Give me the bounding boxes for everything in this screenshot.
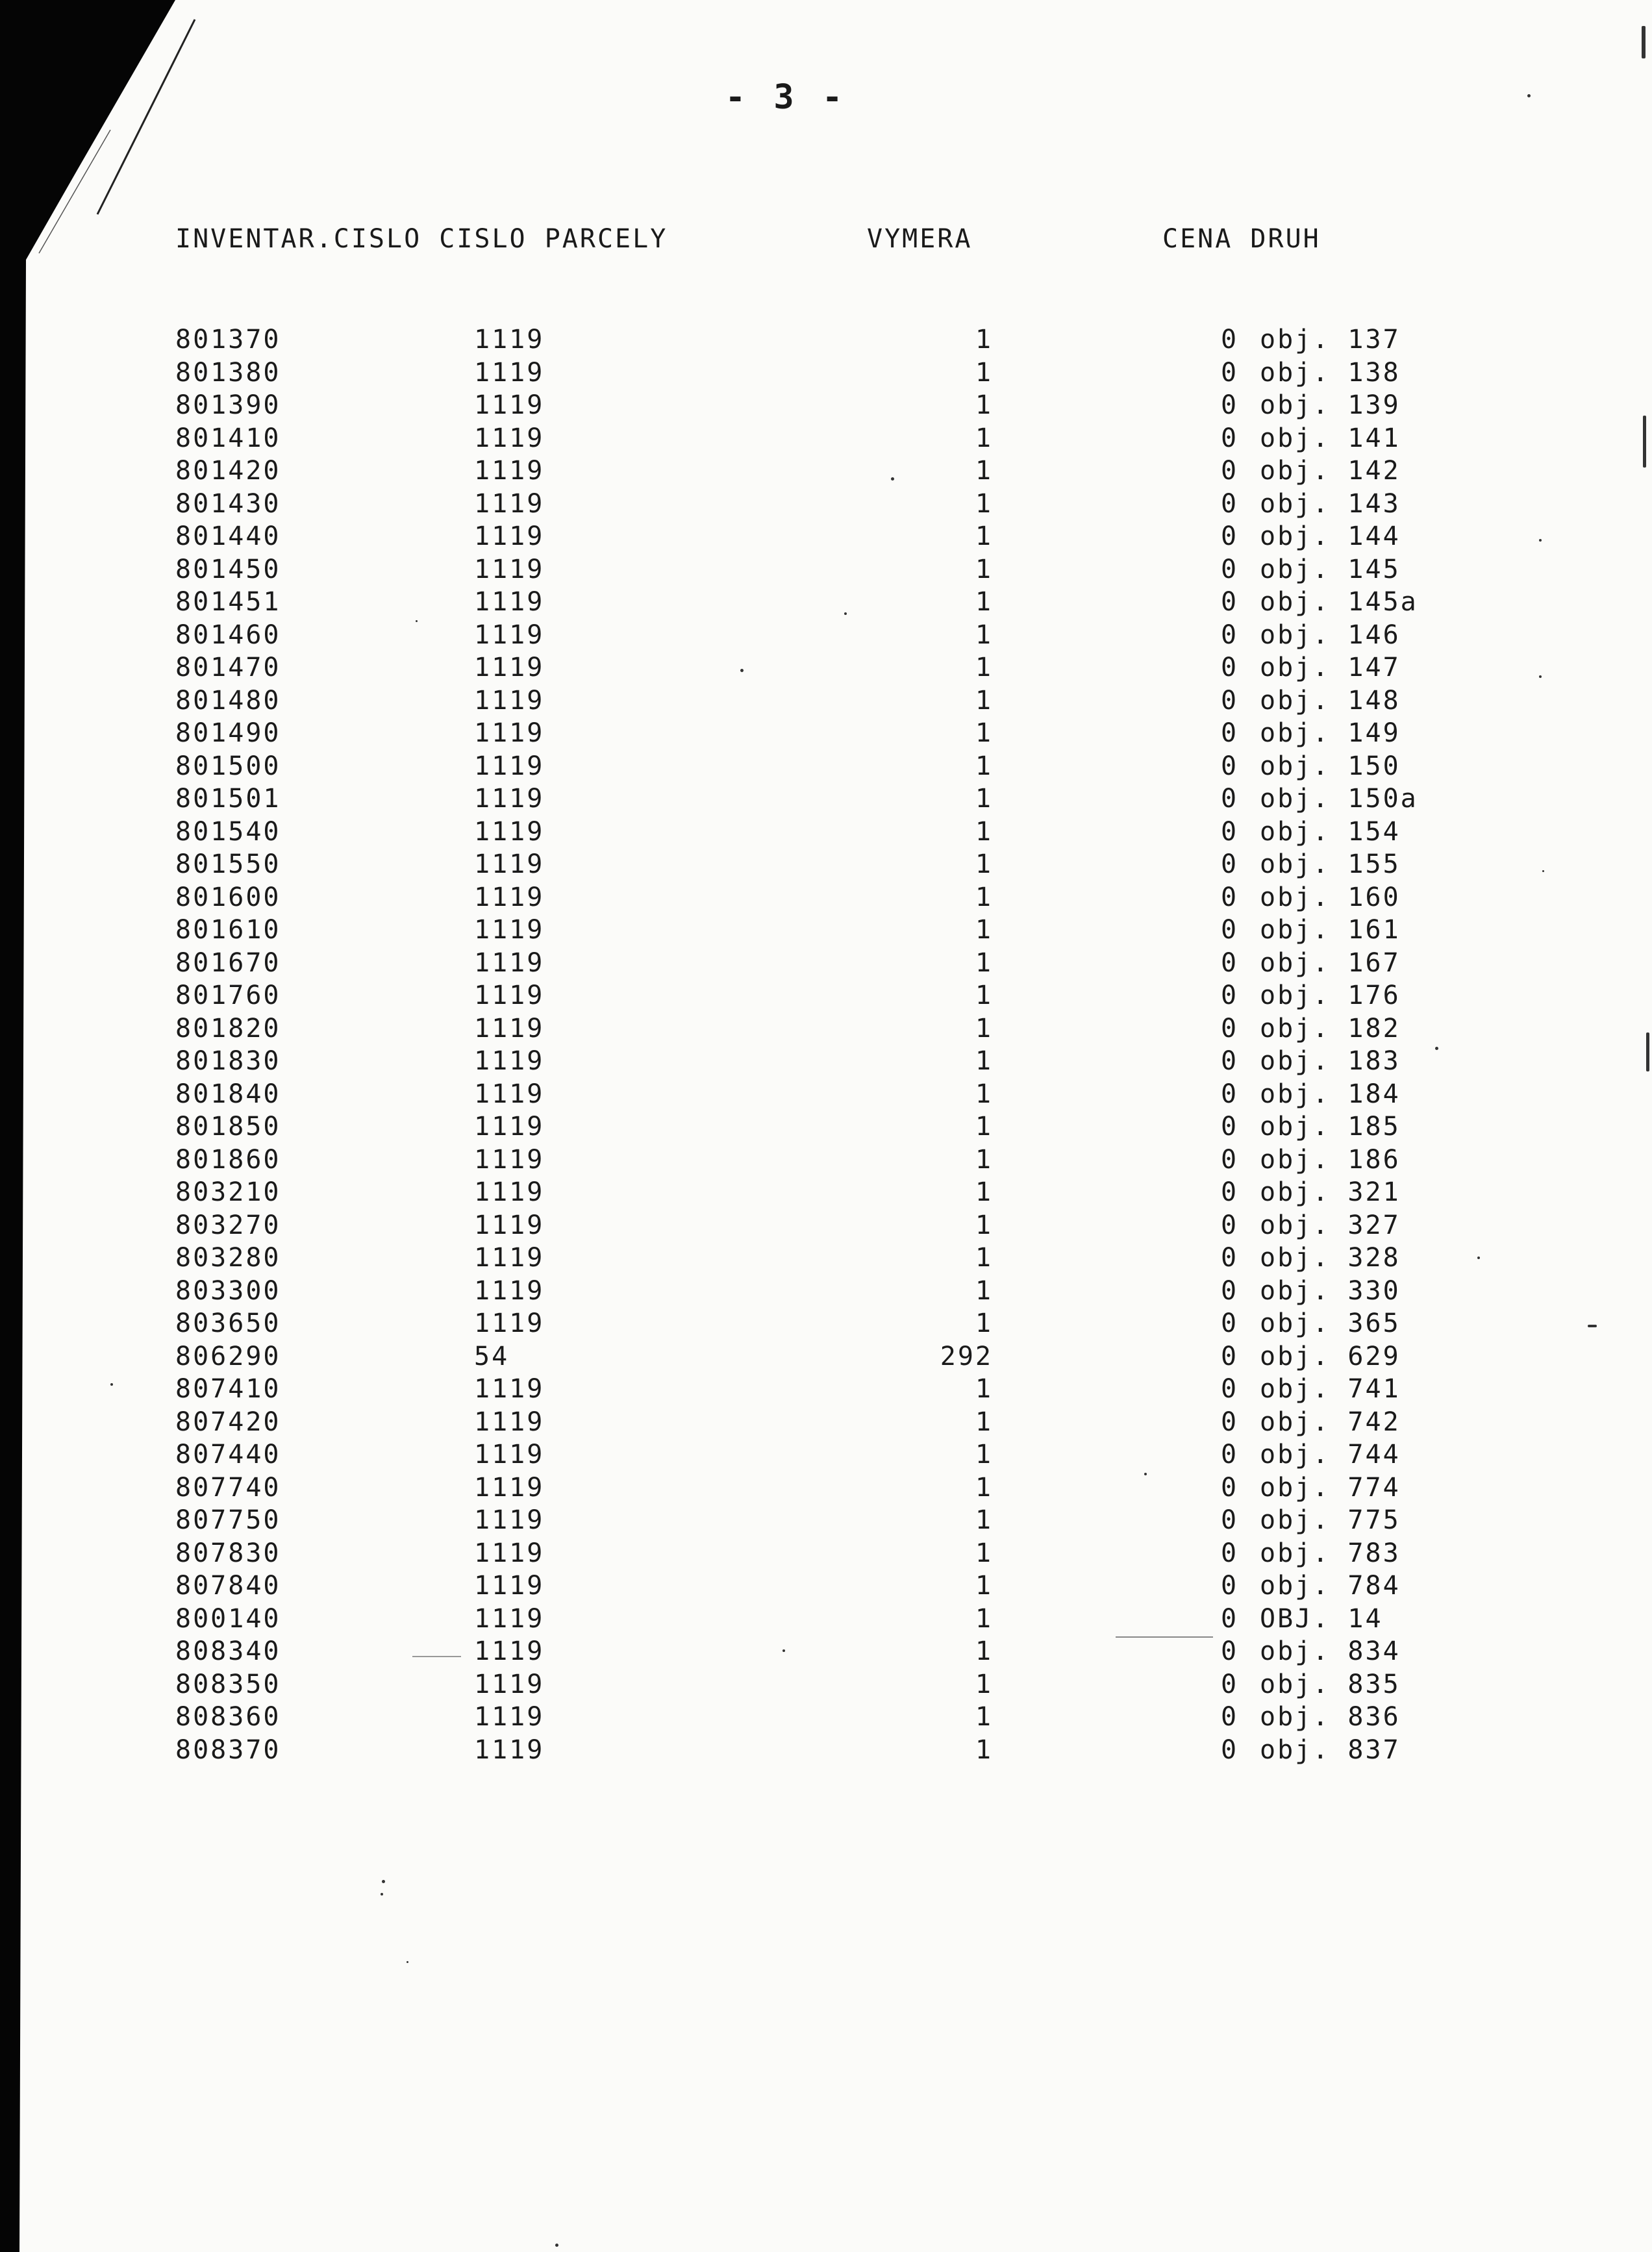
cell-vymera: 1 — [975, 1079, 993, 1109]
header-cena-druh: CENA DRUH — [1162, 224, 1321, 254]
cell-druh: obj. 186 — [1260, 1144, 1401, 1175]
cell-cislo-parcely: 1119 — [474, 1243, 545, 1273]
cell-inventar-cislo: 801490 — [175, 718, 281, 748]
table-row — [0, 1407, 1652, 1440]
cell-druh: obj. 138 — [1260, 357, 1401, 388]
cell-vymera: 1 — [975, 1571, 993, 1601]
cell-cislo-parcely: 1119 — [474, 423, 545, 453]
cell-druh: obj. 145a — [1260, 587, 1418, 617]
table-row — [0, 915, 1652, 948]
table-row — [0, 423, 1652, 457]
cell-cena: 0 — [1221, 1734, 1239, 1765]
cell-cena: 0 — [1221, 784, 1239, 814]
cell-cena: 0 — [1221, 882, 1239, 912]
cell-cena: 0 — [1221, 423, 1239, 453]
cell-druh: obj. 155 — [1260, 849, 1401, 879]
cell-cena: 0 — [1221, 1571, 1239, 1601]
table-row — [0, 1145, 1652, 1178]
cell-cislo-parcely: 1119 — [474, 718, 545, 748]
cell-druh: obj. 629 — [1260, 1341, 1401, 1371]
cell-druh: obj. 328 — [1260, 1243, 1401, 1273]
cell-vymera: 1 — [975, 1734, 993, 1765]
cell-cena: 0 — [1221, 1702, 1239, 1732]
cell-druh: obj. 784 — [1260, 1571, 1401, 1601]
cell-vymera: 1 — [975, 554, 993, 584]
cell-cislo-parcely: 1119 — [474, 947, 545, 978]
cell-inventar-cislo: 801470 — [175, 653, 281, 682]
cell-inventar-cislo: 801830 — [175, 1046, 281, 1076]
table-row — [0, 1243, 1652, 1276]
cell-inventar-cislo: 801440 — [175, 521, 281, 551]
cell-vymera: 1 — [975, 587, 993, 617]
table-row — [0, 882, 1652, 916]
cell-inventar-cislo: 801430 — [175, 488, 281, 519]
cell-inventar-cislo: 801500 — [175, 751, 281, 781]
cell-vymera: 1 — [975, 1407, 993, 1437]
cell-druh: obj. 150 — [1260, 751, 1401, 781]
cell-druh: obj. 741 — [1260, 1374, 1401, 1404]
cell-inventar-cislo: 801451 — [175, 587, 281, 617]
cell-druh: OBJ. 14 — [1260, 1603, 1383, 1634]
table-row — [0, 1079, 1652, 1112]
cell-druh: obj. 184 — [1260, 1079, 1401, 1109]
cell-inventar-cislo: 801450 — [175, 554, 281, 584]
cell-inventar-cislo: 807420 — [175, 1407, 281, 1437]
cell-druh: obj. 142 — [1260, 456, 1401, 486]
cell-inventar-cislo: 801460 — [175, 619, 281, 650]
cell-vymera: 1 — [975, 653, 993, 682]
cell-druh: obj. 144 — [1260, 521, 1401, 551]
cell-cislo-parcely: 1119 — [474, 1538, 545, 1568]
cell-cislo-parcely: 1119 — [474, 1144, 545, 1175]
cell-druh: obj. 160 — [1260, 882, 1401, 912]
cell-cena: 0 — [1221, 1603, 1239, 1634]
cell-druh: obj. 182 — [1260, 1013, 1401, 1044]
cell-vymera: 1 — [975, 1210, 993, 1240]
cell-cena: 0 — [1221, 1341, 1239, 1371]
cell-vymera: 1 — [975, 488, 993, 519]
cell-cena: 0 — [1221, 390, 1239, 420]
cell-vymera: 1 — [975, 915, 993, 945]
cell-vymera: 1 — [975, 1636, 993, 1666]
cell-cena: 0 — [1221, 1407, 1239, 1437]
cell-inventar-cislo: 807750 — [175, 1505, 281, 1535]
cell-vymera: 1 — [975, 1472, 993, 1503]
cell-cislo-parcely: 1119 — [474, 981, 545, 1010]
cell-cislo-parcely: 1119 — [474, 1079, 545, 1109]
cell-cislo-parcely: 1119 — [474, 1374, 545, 1404]
cell-vymera: 1 — [975, 1013, 993, 1044]
table-row — [0, 653, 1652, 686]
cell-cislo-parcely: 1119 — [474, 456, 545, 486]
cell-cislo-parcely: 1119 — [474, 1308, 545, 1338]
table-row — [0, 784, 1652, 817]
cell-druh: obj. 145 — [1260, 554, 1401, 584]
cell-inventar-cislo: 801420 — [175, 456, 281, 486]
cell-druh: obj. 330 — [1260, 1275, 1401, 1306]
table-row — [0, 325, 1652, 358]
cell-vymera: 1 — [975, 1243, 993, 1273]
cell-cislo-parcely: 1119 — [474, 1734, 545, 1765]
cell-vymera: 1 — [975, 685, 993, 716]
cell-cena: 0 — [1221, 816, 1239, 847]
cell-cislo-parcely: 54 — [474, 1341, 510, 1371]
cell-cislo-parcely: 1119 — [474, 521, 545, 551]
cell-cena: 0 — [1221, 1210, 1239, 1240]
cell-vymera: 1 — [975, 751, 993, 781]
cell-inventar-cislo: 801860 — [175, 1144, 281, 1175]
cell-cislo-parcely: 1119 — [474, 1407, 545, 1437]
cell-cislo-parcely: 1119 — [474, 1603, 545, 1634]
cell-vymera: 1 — [975, 1702, 993, 1732]
cell-cena: 0 — [1221, 1636, 1239, 1666]
cell-cena: 0 — [1221, 915, 1239, 945]
table-row — [0, 620, 1652, 653]
cell-cislo-parcely: 1119 — [474, 1112, 545, 1142]
cell-cena: 0 — [1221, 849, 1239, 879]
cell-druh: obj. 149 — [1260, 718, 1401, 748]
cell-cena: 0 — [1221, 1144, 1239, 1175]
cell-vymera: 1 — [975, 1308, 993, 1338]
cell-cislo-parcely: 1119 — [474, 915, 545, 945]
cell-cena: 0 — [1221, 1013, 1239, 1044]
cell-cislo-parcely: 1119 — [474, 325, 545, 355]
cell-vymera: 1 — [975, 1440, 993, 1470]
cell-cena: 0 — [1221, 751, 1239, 781]
cell-cena: 0 — [1221, 1177, 1239, 1207]
cell-inventar-cislo: 801390 — [175, 390, 281, 420]
table-row — [0, 1014, 1652, 1047]
cell-inventar-cislo: 807840 — [175, 1571, 281, 1601]
cell-druh: obj. 774 — [1260, 1472, 1401, 1503]
cell-druh: obj. 185 — [1260, 1112, 1401, 1142]
table-row — [0, 1374, 1652, 1407]
cell-druh: obj. 147 — [1260, 653, 1401, 682]
table-row — [0, 1702, 1652, 1735]
table-row — [0, 1636, 1652, 1670]
cell-druh: obj. 137 — [1260, 325, 1401, 355]
cell-inventar-cislo: 801501 — [175, 784, 281, 814]
cell-cena: 0 — [1221, 456, 1239, 486]
cell-druh: obj. 836 — [1260, 1702, 1401, 1732]
cell-druh: obj. 139 — [1260, 390, 1401, 420]
cell-cislo-parcely: 1119 — [474, 1046, 545, 1076]
cell-vymera: 1 — [975, 619, 993, 650]
cell-vymera: 292 — [940, 1341, 993, 1371]
cell-vymera: 1 — [975, 1144, 993, 1175]
cell-inventar-cislo: 808370 — [175, 1734, 281, 1765]
cell-inventar-cislo: 807740 — [175, 1472, 281, 1503]
cell-inventar-cislo: 803650 — [175, 1308, 281, 1338]
cell-cislo-parcely: 1119 — [474, 488, 545, 519]
cell-druh: obj. 742 — [1260, 1407, 1401, 1437]
cell-inventar-cislo: 803280 — [175, 1243, 281, 1273]
cell-cislo-parcely: 1119 — [474, 1472, 545, 1503]
cell-cislo-parcely: 1119 — [474, 619, 545, 650]
cell-cena: 0 — [1221, 1112, 1239, 1142]
cell-druh: obj. 837 — [1260, 1734, 1401, 1765]
table-row — [0, 718, 1652, 751]
cell-druh: obj. 365 — [1260, 1308, 1401, 1338]
cell-cislo-parcely: 1119 — [474, 1571, 545, 1601]
cell-inventar-cislo: 801610 — [175, 915, 281, 945]
table-row — [0, 1276, 1652, 1309]
cell-cislo-parcely: 1119 — [474, 816, 545, 847]
cell-vymera: 1 — [975, 849, 993, 879]
cell-druh: obj. 744 — [1260, 1440, 1401, 1470]
cell-cena: 0 — [1221, 947, 1239, 978]
cell-vymera: 1 — [975, 947, 993, 978]
cell-cena: 0 — [1221, 619, 1239, 650]
cell-inventar-cislo: 801820 — [175, 1013, 281, 1044]
cell-vymera: 1 — [975, 1505, 993, 1535]
inventory-table — [0, 325, 1652, 1768]
cell-cislo-parcely: 1119 — [474, 1440, 545, 1470]
cell-inventar-cislo: 801600 — [175, 882, 281, 912]
cell-inventar-cislo: 808340 — [175, 1636, 281, 1666]
cell-inventar-cislo: 800140 — [175, 1603, 281, 1634]
cell-cena: 0 — [1221, 1538, 1239, 1568]
cell-inventar-cislo: 801670 — [175, 947, 281, 978]
table-row — [0, 1538, 1652, 1571]
cell-cislo-parcely: 1119 — [474, 357, 545, 388]
table-row — [0, 849, 1652, 882]
cell-vymera: 1 — [975, 1374, 993, 1404]
cell-druh: obj. 321 — [1260, 1177, 1401, 1207]
cell-cena: 0 — [1221, 554, 1239, 584]
table-row — [0, 1308, 1652, 1342]
cell-cislo-parcely: 1119 — [474, 653, 545, 682]
table-row — [0, 948, 1652, 981]
table-row — [0, 1505, 1652, 1538]
cell-cislo-parcely: 1119 — [474, 1702, 545, 1732]
table-row — [0, 1046, 1652, 1079]
table-row — [0, 1210, 1652, 1244]
cell-cislo-parcely: 1119 — [474, 1210, 545, 1240]
table-row — [0, 751, 1652, 784]
cell-cislo-parcely: 1119 — [474, 587, 545, 617]
cell-vymera: 1 — [975, 357, 993, 388]
cell-inventar-cislo: 807830 — [175, 1538, 281, 1568]
cell-inventar-cislo: 803270 — [175, 1210, 281, 1240]
cell-vymera: 1 — [975, 1112, 993, 1142]
cell-cislo-parcely: 1119 — [474, 882, 545, 912]
cell-druh: obj. 327 — [1260, 1210, 1401, 1240]
cell-cislo-parcely: 1119 — [474, 685, 545, 716]
table-row — [0, 1670, 1652, 1703]
cell-cena: 0 — [1221, 1275, 1239, 1306]
cell-vymera: 1 — [975, 456, 993, 486]
cell-vymera: 1 — [975, 1177, 993, 1207]
cell-cena: 0 — [1221, 1669, 1239, 1699]
table-row — [0, 456, 1652, 489]
table-row — [0, 587, 1652, 620]
cell-inventar-cislo: 807440 — [175, 1440, 281, 1470]
cell-vymera: 1 — [975, 390, 993, 420]
cell-cena: 0 — [1221, 1079, 1239, 1109]
cell-cislo-parcely: 1119 — [474, 849, 545, 879]
table-row — [0, 555, 1652, 588]
cell-inventar-cislo: 801540 — [175, 816, 281, 847]
table-row — [0, 1473, 1652, 1506]
cell-cislo-parcely: 1119 — [474, 751, 545, 781]
cell-vymera: 1 — [975, 1669, 993, 1699]
page-number: - 3 - — [725, 78, 847, 117]
cell-vymera: 1 — [975, 816, 993, 847]
cell-cislo-parcely: 1119 — [474, 1013, 545, 1044]
cell-vymera: 1 — [975, 981, 993, 1010]
cell-druh: obj. 161 — [1260, 915, 1401, 945]
cell-druh: obj. 835 — [1260, 1669, 1401, 1699]
cell-inventar-cislo: 801760 — [175, 981, 281, 1010]
cell-druh: obj. 141 — [1260, 423, 1401, 453]
cell-cena: 0 — [1221, 587, 1239, 617]
cell-cislo-parcely: 1119 — [474, 1177, 545, 1207]
table-row — [0, 817, 1652, 850]
cell-vymera: 1 — [975, 1603, 993, 1634]
cell-inventar-cislo: 808360 — [175, 1702, 281, 1732]
cell-vymera: 1 — [975, 423, 993, 453]
table-header — [0, 224, 1652, 263]
cell-cislo-parcely: 1119 — [474, 390, 545, 420]
cell-cislo-parcely: 1119 — [474, 1636, 545, 1666]
cell-druh: obj. 783 — [1260, 1538, 1401, 1568]
cell-inventar-cislo: 806290 — [175, 1341, 281, 1371]
cell-inventar-cislo: 801380 — [175, 357, 281, 388]
cell-druh: obj. 834 — [1260, 1636, 1401, 1666]
cell-druh: obj. 775 — [1260, 1505, 1401, 1535]
cell-druh: obj. 176 — [1260, 981, 1401, 1010]
cell-druh: obj. 146 — [1260, 619, 1401, 650]
cell-inventar-cislo: 803300 — [175, 1275, 281, 1306]
cell-cena: 0 — [1221, 718, 1239, 748]
cell-inventar-cislo: 801550 — [175, 849, 281, 879]
table-row — [0, 981, 1652, 1014]
cell-cena: 0 — [1221, 1374, 1239, 1404]
cell-inventar-cislo: 801480 — [175, 685, 281, 716]
cell-druh: obj. 143 — [1260, 488, 1401, 519]
cell-cena: 0 — [1221, 521, 1239, 551]
cell-cena: 0 — [1221, 1472, 1239, 1503]
table-row — [0, 489, 1652, 522]
cell-druh: obj. 150a — [1260, 784, 1418, 814]
cell-vymera: 1 — [975, 882, 993, 912]
cell-vymera: 1 — [975, 718, 993, 748]
cell-cena: 0 — [1221, 653, 1239, 682]
table-row — [0, 1571, 1652, 1604]
cell-inventar-cislo: 801410 — [175, 423, 281, 453]
table-row — [0, 1604, 1652, 1637]
cell-cislo-parcely: 1119 — [474, 1505, 545, 1535]
table-row — [0, 1177, 1652, 1210]
table-row — [0, 1440, 1652, 1473]
header-vymera: VYMERA — [867, 224, 973, 254]
cell-cena: 0 — [1221, 488, 1239, 519]
cell-inventar-cislo: 801850 — [175, 1112, 281, 1142]
cell-inventar-cislo: 801370 — [175, 325, 281, 355]
cell-druh: obj. 183 — [1260, 1046, 1401, 1076]
table-row — [0, 1342, 1652, 1375]
cell-inventar-cislo: 808350 — [175, 1669, 281, 1699]
cell-vymera: 1 — [975, 784, 993, 814]
cell-cislo-parcely: 1119 — [474, 1669, 545, 1699]
cell-cena: 0 — [1221, 1308, 1239, 1338]
cell-druh: obj. 154 — [1260, 816, 1401, 847]
table-row — [0, 1735, 1652, 1768]
cell-cena: 0 — [1221, 357, 1239, 388]
cell-cena: 0 — [1221, 685, 1239, 716]
cell-vymera: 1 — [975, 521, 993, 551]
cell-vymera: 1 — [975, 1046, 993, 1076]
cell-vymera: 1 — [975, 1538, 993, 1568]
table-row — [0, 686, 1652, 719]
cell-cena: 0 — [1221, 325, 1239, 355]
table-row — [0, 1112, 1652, 1145]
cell-druh: obj. 148 — [1260, 685, 1401, 716]
cell-cena: 0 — [1221, 981, 1239, 1010]
header-inventar-cislo-parcely: INVENTAR.CISLO CISLO PARCELY — [175, 224, 668, 254]
cell-vymera: 1 — [975, 1275, 993, 1306]
cell-cena: 0 — [1221, 1243, 1239, 1273]
cell-cena: 0 — [1221, 1046, 1239, 1076]
cell-inventar-cislo: 803210 — [175, 1177, 281, 1207]
cell-cena: 0 — [1221, 1440, 1239, 1470]
cell-druh: obj. 167 — [1260, 947, 1401, 978]
cell-inventar-cislo: 807410 — [175, 1374, 281, 1404]
cell-vymera: 1 — [975, 325, 993, 355]
cell-inventar-cislo: 801840 — [175, 1079, 281, 1109]
cell-cislo-parcely: 1119 — [474, 554, 545, 584]
cell-cislo-parcely: 1119 — [474, 784, 545, 814]
table-row — [0, 390, 1652, 423]
cell-cena: 0 — [1221, 1505, 1239, 1535]
table-row — [0, 521, 1652, 555]
cell-cislo-parcely: 1119 — [474, 1275, 545, 1306]
table-row — [0, 358, 1652, 391]
